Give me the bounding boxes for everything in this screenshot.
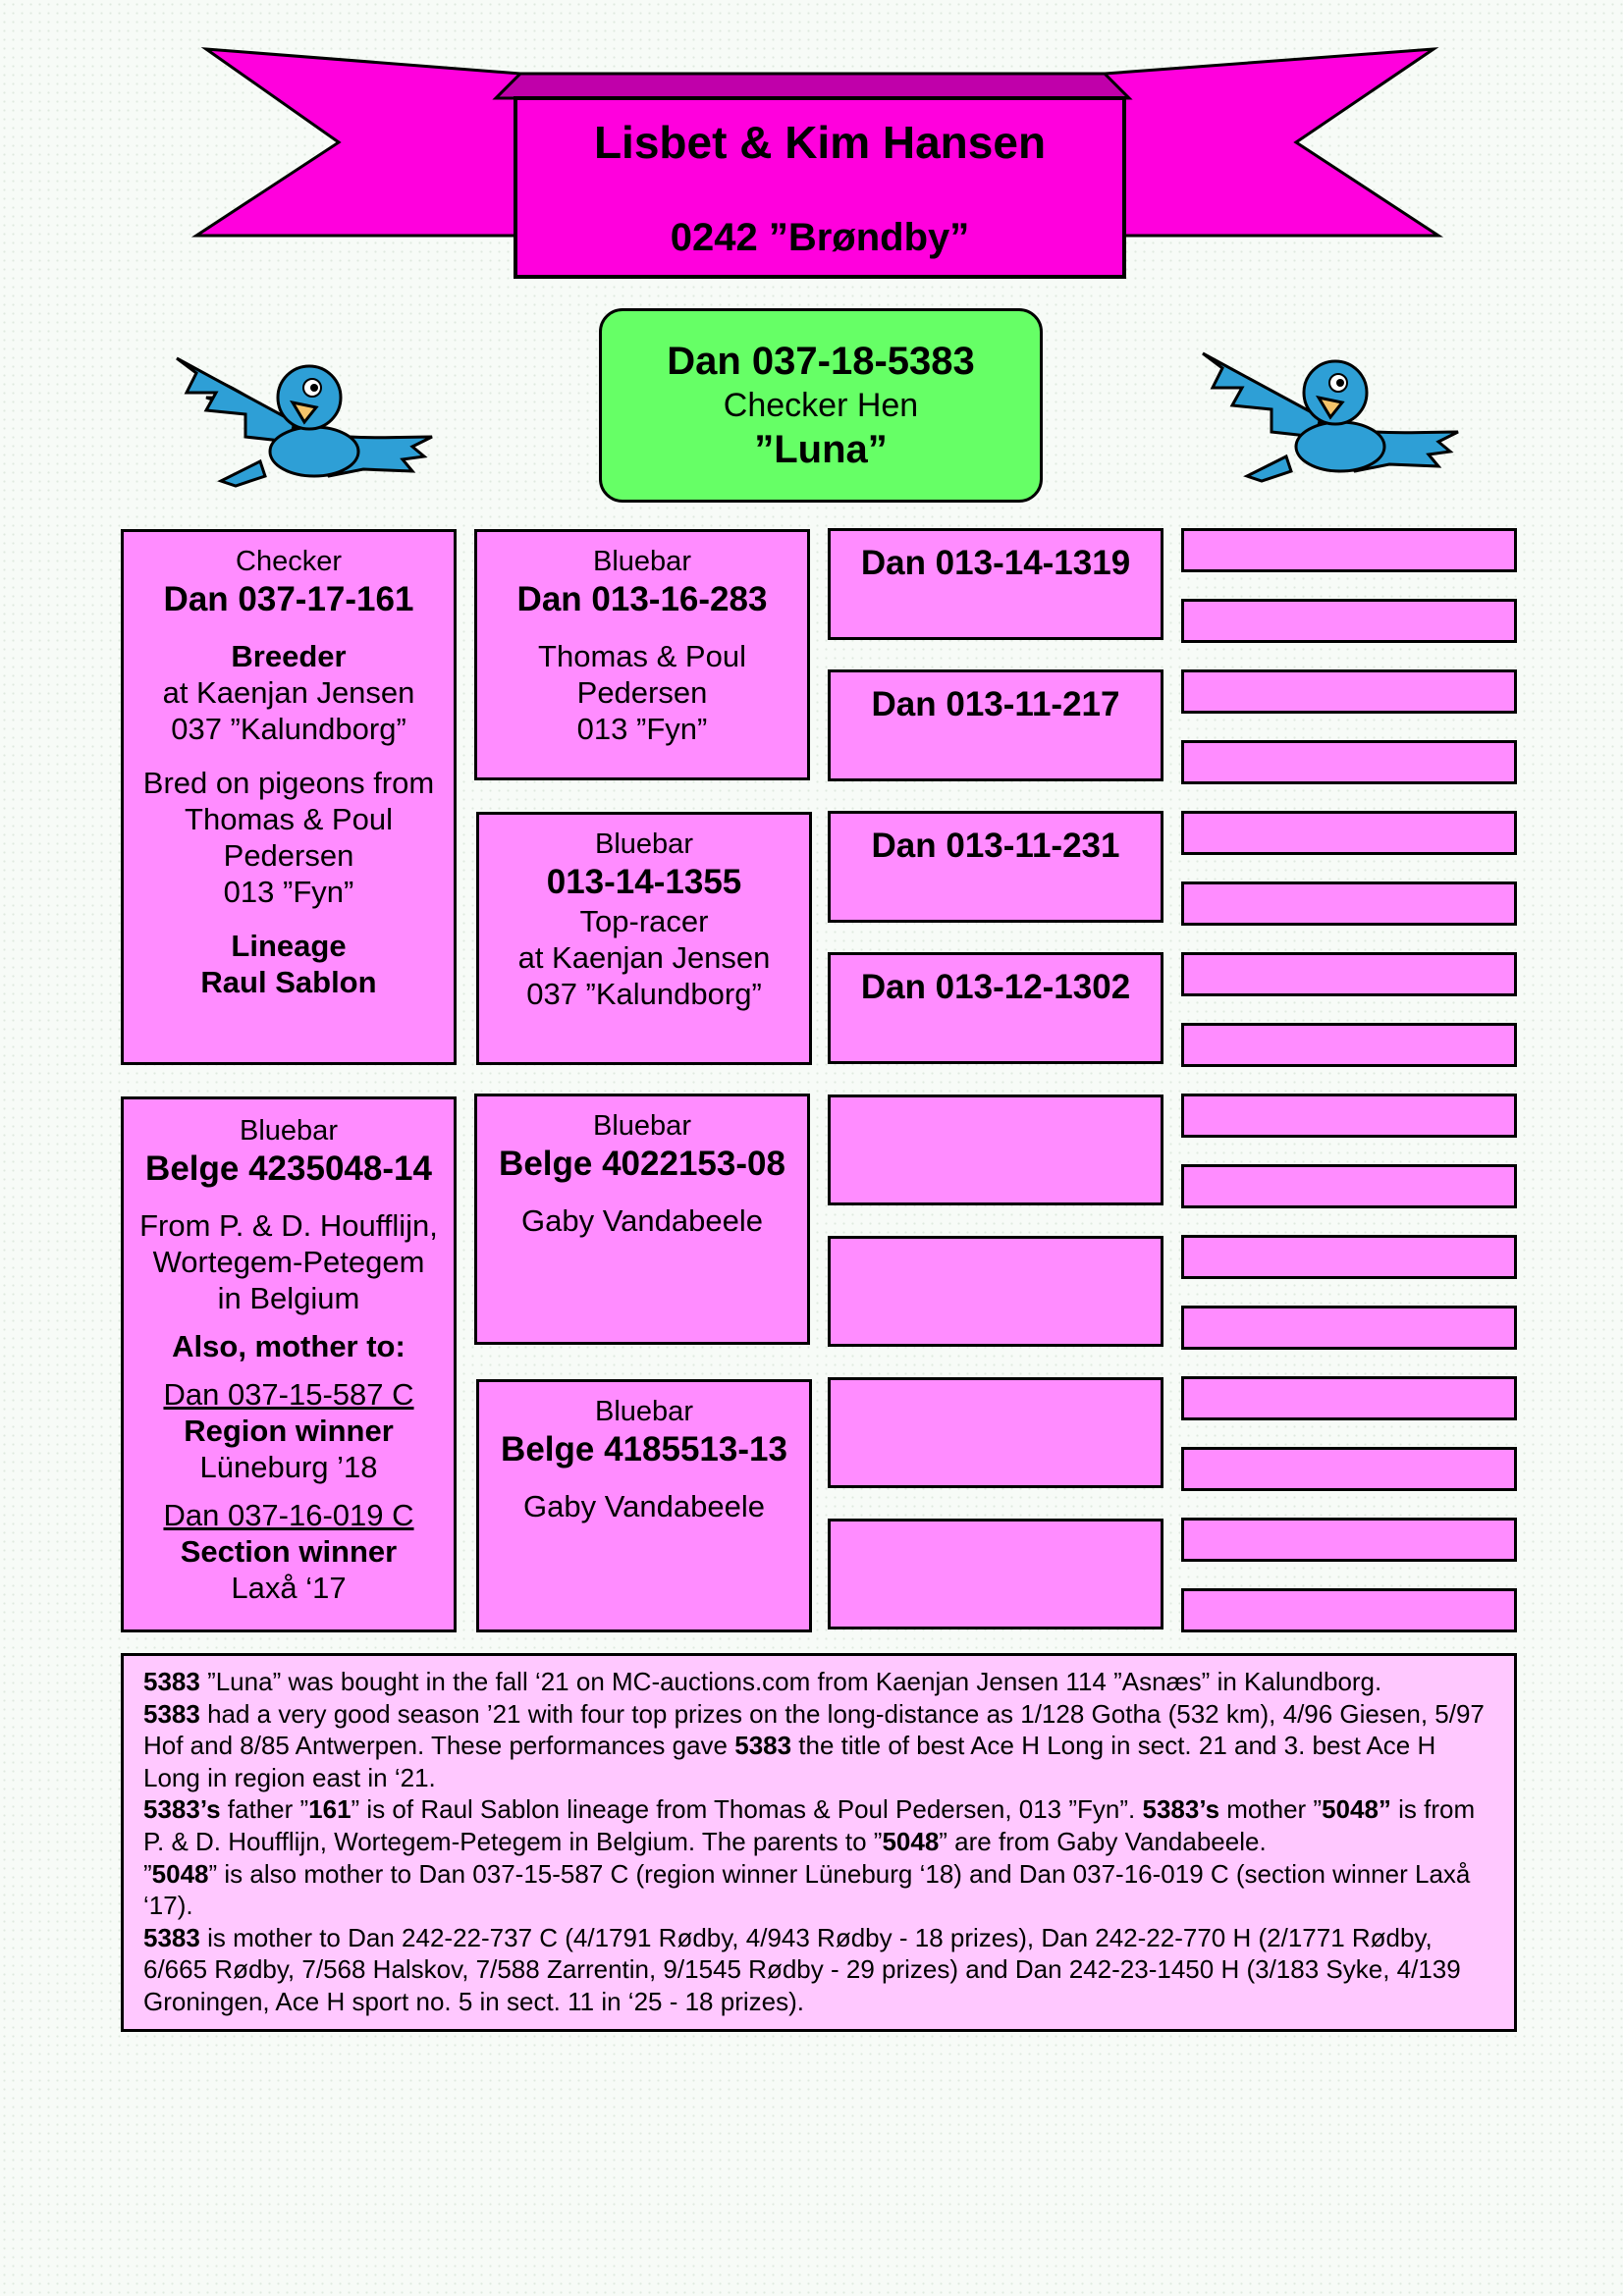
notes-bold: 5383’s xyxy=(1142,1794,1220,1825)
father-bred-line: Bred on pigeons from xyxy=(142,766,435,800)
father-bred-line: 013 ”Fyn” xyxy=(223,875,354,909)
mother-child-ring: Dan 037-15-587 C xyxy=(163,1377,414,1412)
banner-right-tail xyxy=(1105,49,1438,236)
father-bred-line: Thomas & Poul xyxy=(185,802,393,836)
father-dam-box xyxy=(476,812,812,1065)
father-sire-color: Bluebar xyxy=(593,546,691,577)
main-pigeon-ring: Dan 037-18-5383 xyxy=(667,340,975,383)
great-grandparent-box: Dan 013-11-217 xyxy=(828,669,1163,781)
father-lineage-label: Lineage xyxy=(231,929,347,963)
mother-color: Bluebar xyxy=(240,1115,338,1147)
empty-ancestor-slot xyxy=(1181,740,1517,784)
banner-left-tail xyxy=(196,49,520,236)
father-sire-line: 013 ”Fyn” xyxy=(576,712,708,746)
empty-ancestor-slot xyxy=(1181,1588,1517,1632)
father-breeder-line: at Kaenjan Jensen xyxy=(162,675,415,710)
notes-paragraph xyxy=(143,1793,1494,1857)
empty-ancestor-slot xyxy=(1181,599,1517,643)
empty-ancestor-slot xyxy=(1181,1447,1517,1491)
notes-text: mother ” xyxy=(1219,1794,1323,1825)
great-grandparent-box: Dan 013-11-231 xyxy=(828,811,1163,923)
notes-bold: 5383 xyxy=(143,1698,200,1729)
mother-from-line: From P. & D. Houfflijn, xyxy=(139,1208,438,1243)
notes-text: the title of best Ace H Long in sect. 21 and 3. best Ace H Long in region east in ‘21. xyxy=(143,1731,1436,1792)
mother-also-label: Also, mother to: xyxy=(172,1329,406,1363)
empty-ancestor-slot xyxy=(1181,1306,1517,1350)
mother-ring: Belge 4235048-14 xyxy=(145,1149,432,1188)
father-breeder-line: 037 ”Kalundborg” xyxy=(171,712,406,746)
notes-text: had a very good season ’21 with four top prizes on the long-distance as 1/128 Gotha (532 km), 4/96 Giesen, 5/97 Hof and 8/85 Antwerpen. These performances gave xyxy=(143,1698,1485,1761)
owner-name: Lisbet & Kim Hansen xyxy=(593,117,1047,168)
father-dam-color: Bluebar xyxy=(595,828,693,860)
mother-child-place: Lüneburg ’18 xyxy=(199,1450,378,1484)
notes-text: ” is of Raul Sablon lineage from Thomas & Poul Pedersen, 013 ”Fyn”. xyxy=(351,1794,1143,1825)
empty-ancestor-box xyxy=(828,1377,1163,1488)
notes-text: is mother to Dan 242-22-737 C (4/1791 Rødby, 4/943 Rødby - 18 prizes), Dan 242-22-770 H (2/1771 Rødby, 6/665 Rødby, 7/568 Halskov, 7/588 Zarrentin, 9/1545 Rødby - 29 prizes) and Dan 242-23-1450 H (3/183 Syke, 4/139 Groningen, Ace H sport no. 5 in sect. 11 in ‘25 - 18 prizes). xyxy=(143,1922,1461,2016)
empty-ancestor-slot xyxy=(1181,881,1517,926)
mother-sire-ring: Belge 4022153-08 xyxy=(499,1145,785,1183)
father-dam-line: at Kaenjan Jensen xyxy=(517,940,771,975)
notes-bold: 5383’s xyxy=(143,1794,221,1825)
notes-paragraph xyxy=(143,1666,1494,1698)
great-grandparent-box: Dan 013-12-1302 xyxy=(828,952,1163,1064)
father-dam-line: 037 ”Kalundborg” xyxy=(526,977,762,1011)
mother-child-ring: Dan 037-16-019 C xyxy=(163,1498,414,1532)
father-ring: Dan 037-17-161 xyxy=(163,580,414,618)
notes-text: is from P. & D. Houfflijn, Wortegem-Petegem in Belgium. The parents to ” xyxy=(143,1794,1476,1856)
mother-box xyxy=(121,1096,457,1632)
notes-text: father ” xyxy=(220,1794,309,1825)
notes-paragraph xyxy=(143,1698,1494,1794)
empty-ancestor-slot xyxy=(1181,1376,1517,1420)
mother-dam-ring: Belge 4185513-13 xyxy=(501,1430,787,1468)
empty-ancestor-slot xyxy=(1181,528,1517,572)
notes-paragraph xyxy=(143,1922,1494,2018)
empty-ancestor-slot xyxy=(1181,952,1517,996)
father-lineage: Raul Sablon xyxy=(200,965,377,999)
notes-bold: 5383 xyxy=(734,1731,792,1761)
mother-sire-breeder: Gaby Vandabeele xyxy=(521,1203,763,1238)
notes-bold: 5383 xyxy=(143,1922,200,1952)
father-box xyxy=(121,529,457,1065)
notes-text: ” are from Gaby Vandabeele. xyxy=(939,1826,1267,1856)
bird-icon-right xyxy=(1193,348,1468,486)
mother-child-title: Section winner xyxy=(180,1534,398,1569)
mother-sire-box xyxy=(474,1094,810,1345)
father-sire-box xyxy=(474,529,810,780)
great-grandparent-box: Dan 013-14-1319 xyxy=(828,528,1163,640)
notes-text: ”Luna” was bought in the fall ‘21 on MC-auctions.com from Kaenjan Jensen 114 ”Asnæs” in Kalundborg. xyxy=(199,1667,1382,1696)
mother-child-title: Region winner xyxy=(184,1414,394,1448)
empty-ancestor-slot xyxy=(1181,1235,1517,1279)
father-sire-ring: Dan 013-16-283 xyxy=(516,580,768,618)
notes-text: ” is also mother to Dan 037-15-587 C (region winner Lüneburg ‘18) and Dan 037-16-019 C (section winner Laxå ‘17). xyxy=(143,1858,1471,1921)
father-sire-line: Thomas & Poul xyxy=(538,639,746,673)
empty-ancestor-box xyxy=(828,1095,1163,1205)
loft-name: 0242 ”Brøndby” xyxy=(670,216,970,259)
main-pigeon-box xyxy=(599,308,1043,503)
notes-bold: 5048” xyxy=(1322,1794,1391,1825)
notes-box xyxy=(121,1653,1517,2032)
mother-dam-box xyxy=(476,1379,812,1632)
father-dam-line: Top-racer xyxy=(579,904,709,938)
notes-bold: 161 xyxy=(308,1794,352,1825)
mother-from-line: in Belgium xyxy=(217,1281,360,1315)
notes-bold: 5383 xyxy=(143,1667,200,1696)
notes-bold: 5048 xyxy=(882,1826,940,1856)
notes-text: ” xyxy=(143,1858,152,1889)
mother-dam-breeder: Gaby Vandabeele xyxy=(523,1489,765,1523)
father-color: Checker xyxy=(236,546,342,577)
empty-ancestor-slot xyxy=(1181,1164,1517,1208)
empty-ancestor-slot xyxy=(1181,669,1517,714)
empty-ancestor-box xyxy=(828,1236,1163,1347)
mother-dam-color: Bluebar xyxy=(595,1396,693,1427)
empty-ancestor-slot xyxy=(1181,811,1517,855)
empty-ancestor-box xyxy=(828,1519,1163,1629)
mother-sire-color: Bluebar xyxy=(593,1110,691,1142)
bird-icon-left xyxy=(167,353,442,491)
notes-bold: 5048 xyxy=(151,1858,209,1889)
notes-paragraph xyxy=(143,1858,1494,1922)
father-breeder-label: Breeder xyxy=(231,639,347,673)
empty-ancestor-slot xyxy=(1181,1094,1517,1138)
mother-from-line: Wortegem-Petegem xyxy=(152,1245,425,1279)
main-pigeon-type: Checker Hen xyxy=(723,387,919,424)
father-sire-line: Pedersen xyxy=(576,675,708,710)
father-dam-ring: 013-14-1355 xyxy=(546,863,742,901)
main-pigeon-name: ”Luna” xyxy=(754,428,888,471)
empty-ancestor-slot xyxy=(1181,1023,1517,1067)
mother-child-place: Laxå ‘17 xyxy=(231,1571,347,1605)
empty-ancestor-slot xyxy=(1181,1518,1517,1562)
father-bred-line: Pedersen xyxy=(223,838,354,873)
